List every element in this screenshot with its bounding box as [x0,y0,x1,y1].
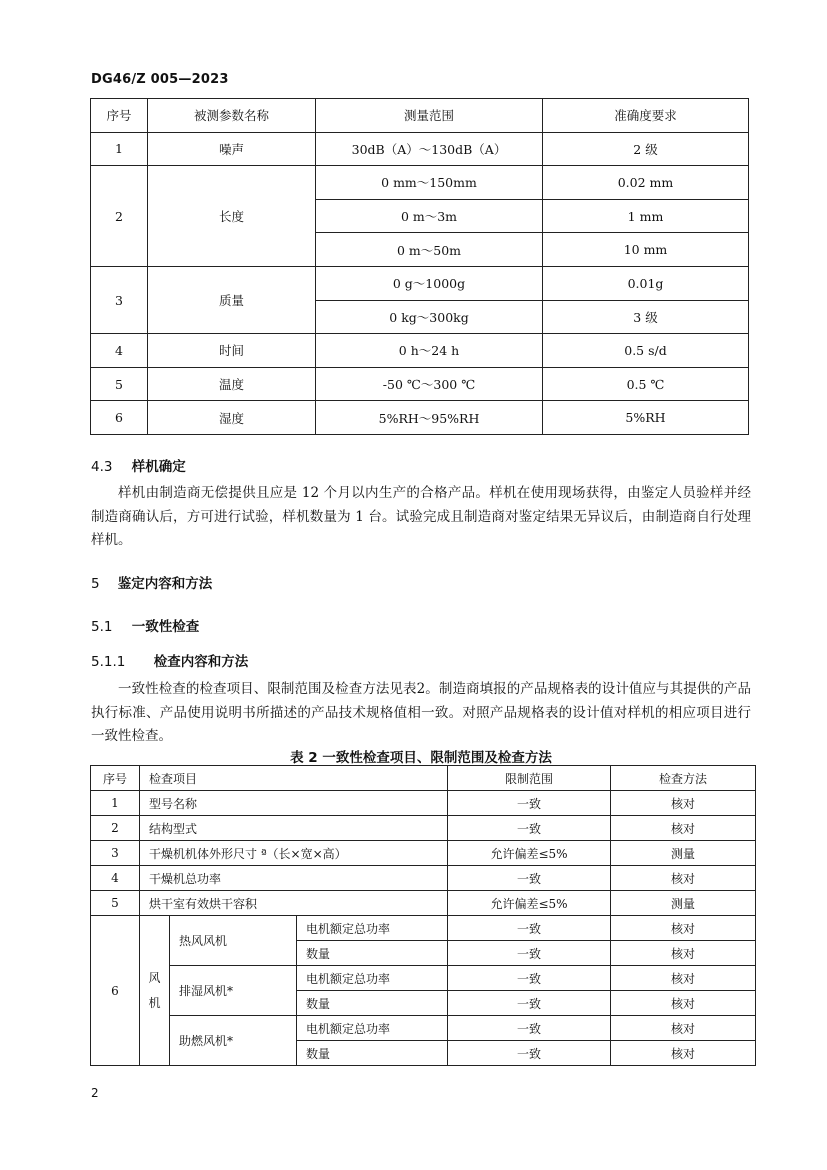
check-method: 核对 [611,816,756,841]
parameter-name: 噪声 [148,132,316,166]
limit-range: 一致 [448,991,611,1016]
section-number: 5.1 [91,619,113,635]
section-number: 5 [91,576,100,592]
check-method: 核对 [611,916,756,941]
check-method: 测量 [611,891,756,916]
table-row [91,966,756,991]
limit-range: 允许偏差≤5% [448,841,611,866]
section-4-3-body [91,482,751,553]
measurement-range: 30dB（A）～130dB（A） [316,132,543,166]
accuracy-requirement: 3 级 [543,300,749,334]
header-cell: 被测参数名称 [148,99,316,133]
limit-range: 一致 [448,1041,611,1066]
accuracy-requirement: 5%RH [543,401,749,435]
measurement-range: 5%RH～95%RH [316,401,543,435]
limit-range: 允许偏差≤5% [448,891,611,916]
parameter-name: 时间 [148,334,316,368]
row-number: 4 [91,334,148,368]
header-cell: 测量范围 [316,99,543,133]
row-number: 3 [91,841,140,866]
check-method: 核对 [611,966,756,991]
row-number: 5 [91,891,140,916]
section-5-1-1-body [91,678,751,749]
row-number: 6 [91,401,148,435]
section-4-3-heading [91,455,186,475]
table-row [91,367,749,401]
header-cell: 准确度要求 [543,99,749,133]
check-item: 干燥机总功率 [140,866,448,891]
section-5-1-heading [91,615,199,635]
accuracy-requirement: 0.5 s/d [543,334,749,368]
table-row [91,816,756,841]
parameter-name: 长度 [148,166,316,267]
document-code: DG46/Z 005—2023 [91,72,229,87]
measurement-range: -50 ℃～300 ℃ [316,367,543,401]
check-method: 核对 [611,1016,756,1041]
section-number: 4.3 [91,459,113,475]
check-item: 结构型式 [140,816,448,841]
table-row [91,166,749,200]
page-number: 2 [91,1086,99,1100]
measurement-range: 0 m～50m [316,233,543,267]
section-title: 检查内容和方法 [153,654,249,670]
parameter-name: 质量 [148,266,316,333]
limit-range: 一致 [448,791,611,816]
fan-name: 热风风机 [170,916,297,966]
measurement-range: 0 kg～300kg [316,300,543,334]
measurement-range: 0 m～3m [316,199,543,233]
accuracy-requirement: 10 mm [543,233,749,267]
table-row [91,891,756,916]
row-number: 5 [91,367,148,401]
check-item: 型号名称 [140,791,448,816]
table-row [91,1016,756,1041]
accuracy-requirement: 0.02 mm [543,166,749,200]
paragraph: 样机由制造商无偿提供且应是 12 个月以内生产的合格产品。样机在使用现场获得，由鉴定人员验样并经制造商确认后，方可进行试验，样机数量为 1 台。试验完成且制造商对鉴定结果无异议后，由制造商自行处理样机。 [91,485,751,548]
check-method: 核对 [611,991,756,1016]
fan-name: 排湿风机* [170,966,297,1016]
paragraph: 一致性检查的检查项目、限制范围及检查方法见表2。制造商填报的产品规格表的设计值应与其提供的产品执行标准、产品使用说明书所描述的产品技术规格值相一致。对照产品规格表的设计值对样机的相应项目进行一致性检查。 [91,681,751,744]
header-cell: 检查项目 [140,766,448,791]
sub-item: 数量 [297,991,448,1016]
table-header-row [91,766,756,791]
table-row [91,791,756,816]
check-method: 核对 [611,866,756,891]
header-cell: 序号 [91,766,140,791]
check-method: 核对 [611,1041,756,1066]
table-header-row [91,99,749,133]
fan-category-label [140,966,169,1016]
section-number: 5.1.1 [91,654,126,670]
check-item: 烘干室有效烘干容积 [140,891,448,916]
section-5-1-1-heading [91,650,248,670]
table-row [91,132,749,166]
measurement-instruments-table [90,98,749,435]
header-cell: 限制范围 [448,766,611,791]
row-number: 2 [91,816,140,841]
check-method: 核对 [611,941,756,966]
fan-category-char: 机 [148,995,161,1010]
row-number: 6 [91,916,140,1066]
limit-range: 一致 [448,966,611,991]
limit-range: 一致 [448,916,611,941]
table-row [91,266,749,300]
section-title: 样机确定 [131,459,186,475]
sub-item: 电机额定总功率 [297,916,448,941]
section-title: 鉴定内容和方法 [117,576,213,592]
check-item: 干燥机机体外形尺寸 ª（长×宽×高） [140,841,448,866]
section-title: 一致性检查 [131,619,200,635]
accuracy-requirement: 1 mm [543,199,749,233]
sub-item: 数量 [297,1041,448,1066]
consistency-check-table [90,765,756,1066]
check-method: 核对 [611,791,756,816]
section-5-heading [91,572,212,592]
accuracy-requirement: 2 级 [543,132,749,166]
row-number: 1 [91,791,140,816]
limit-range: 一致 [448,1016,611,1041]
limit-range: 一致 [448,866,611,891]
fan-name: 助燃风机* [170,1016,297,1066]
table-row [91,334,749,368]
table-row [91,916,756,941]
table-2-caption: 表 2 一致性检查项目、限制范围及检查方法 [290,750,552,766]
measurement-range: 0 mm～150mm [316,166,543,200]
limit-range: 一致 [448,816,611,841]
check-method: 测量 [611,841,756,866]
accuracy-requirement: 0.01g [543,266,749,300]
parameter-name: 湿度 [148,401,316,435]
row-number: 1 [91,132,148,166]
sub-item: 数量 [297,941,448,966]
row-number: 3 [91,266,148,333]
header-cell: 序号 [91,99,148,133]
table-row [91,866,756,891]
measurement-range: 0 g～1000g [316,266,543,300]
accuracy-requirement: 0.5 ℃ [543,367,749,401]
table-row [91,841,756,866]
row-number: 2 [91,166,148,267]
limit-range: 一致 [448,941,611,966]
parameter-name: 温度 [148,367,316,401]
table-row [91,401,749,435]
header-cell: 检查方法 [611,766,756,791]
measurement-range: 0 h～24 h [316,334,543,368]
row-number: 4 [91,866,140,891]
fan-category-char: 风 [148,970,161,985]
fan-category-cell [140,916,170,1066]
sub-item: 电机额定总功率 [297,1016,448,1041]
sub-item: 电机额定总功率 [297,966,448,991]
